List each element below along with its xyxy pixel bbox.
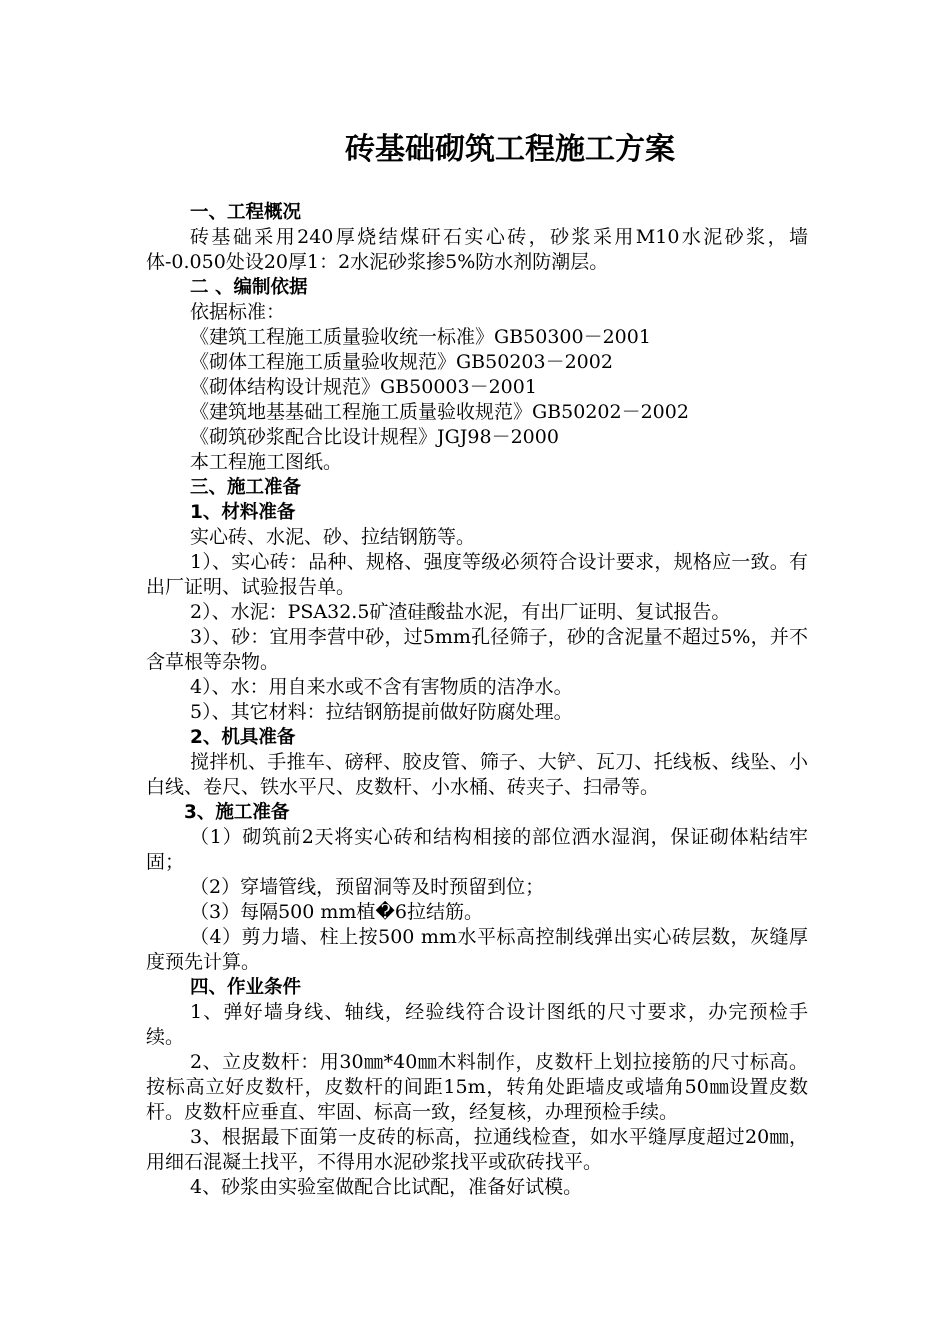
document-title: 砖基础砌筑工程施工方案 (345, 132, 675, 167)
paragraph: 1、弹好墙身线、轴线，经验线符合设计图纸的尺寸要求，办完预检手续。 (146, 1001, 808, 1048)
paragraph: 3）、砂：宜用李营中砂，过5mm孔径筛子，砂的含泥量不超过5%，并不含草根等杂物。 (146, 626, 808, 673)
paragraph: 4）、水：用自来水或不含有害物质的洁净水。 (190, 676, 573, 698)
paragraph: 本工程施工图纸。 (190, 451, 343, 473)
document-body (146, 200, 808, 1200)
standard-item: 《建筑地基基础工程施工质量验收规范》GB50202－2002 (190, 401, 689, 423)
section-heading-preparation: 三、施工准备 (190, 477, 302, 498)
standard-item: 《砌筑砂浆配合比设计规程》JGJ98－2000 (190, 426, 559, 448)
paragraph: 依据标准： (190, 301, 286, 323)
standard-item: 《砌体结构设计规范》GB50003－2001 (190, 376, 537, 398)
paragraph: 搅拌机、手推车、磅秤、胶皮管、筛子、大铲、瓦刀、托线板、线坠、小白线、卷尺、铁水平尺、皮数杆、小水桶、砖夹子、扫帚等。 (146, 751, 808, 798)
paragraph: 砖基础采用240厚烧结煤矸石实心砖，砂浆采用M10水泥砂浆，墙体-0.050处设20厚1：2水泥砂浆掺5%防水剂防潮层。 (146, 226, 808, 273)
subsection-heading-tools: 2、机具准备 (190, 727, 296, 748)
paragraph: 2）、水泥：PSA32.5矿渣硅酸盐水泥，有出厂证明、复试报告。 (190, 601, 731, 623)
section-heading-conditions: 四、作业条件 (190, 977, 302, 998)
paragraph: （2）穿墙管线，预留洞等及时预留到位； (190, 876, 545, 898)
paragraph: 1）、实心砖：品种、规格、强度等级必须符合设计要求，规格应一致。有出厂证明、试验报告单。 (146, 551, 808, 598)
paragraph: 实心砖、水泥、砂、拉结钢筋等。 (190, 526, 476, 548)
standard-item: 《砌体工程施工质量验收规范》GB50203－2002 (190, 351, 613, 373)
subsection-heading-materials: 1、材料准备 (190, 502, 296, 523)
paragraph: （3）每隔500 mm植�6拉结筋。 (190, 901, 483, 923)
paragraph: 4、砂浆由实验室做配合比试配，准备好试模。 (190, 1176, 583, 1198)
paragraph: （1）砌筑前2天将实心砖和结构相接的部位洒水湿润，保证砌体粘结牢固； (146, 826, 808, 873)
standard-item: 《建筑工程施工质量验收统一标准》GB50300－2001 (190, 326, 651, 348)
section-heading-overview: 一、工程概况 (190, 202, 302, 223)
subsection-heading-construction-prep: 3、施工准备 (184, 802, 290, 823)
paragraph: 3、根据最下面第一皮砖的标高，拉通线检查，如水平缝厚度超过20㎜，用细石混凝土找平，不得用水泥砂浆找平或砍砖找平。 (146, 1126, 808, 1173)
paragraph: （4）剪力墙、柱上按500 mm水平标高控制线弹出实心砖层数，灰缝厚度预先计算。 (146, 926, 808, 973)
section-heading-basis: 二 、编制依据 (190, 277, 308, 298)
paragraph: 5）、其它材料：拉结钢筋提前做好防腐处理。 (190, 701, 573, 723)
paragraph: 2、立皮数杆：用30㎜*40㎜木料制作，皮数杆上划拉接筋的尺寸标高。按标高立好皮数杆，皮数杆的间距15m，转角处距墙皮或墙角50㎜设置皮数杆。皮数杆应垂直、牢固、标高一致，经复核，办理预检手续。 (146, 1051, 808, 1123)
